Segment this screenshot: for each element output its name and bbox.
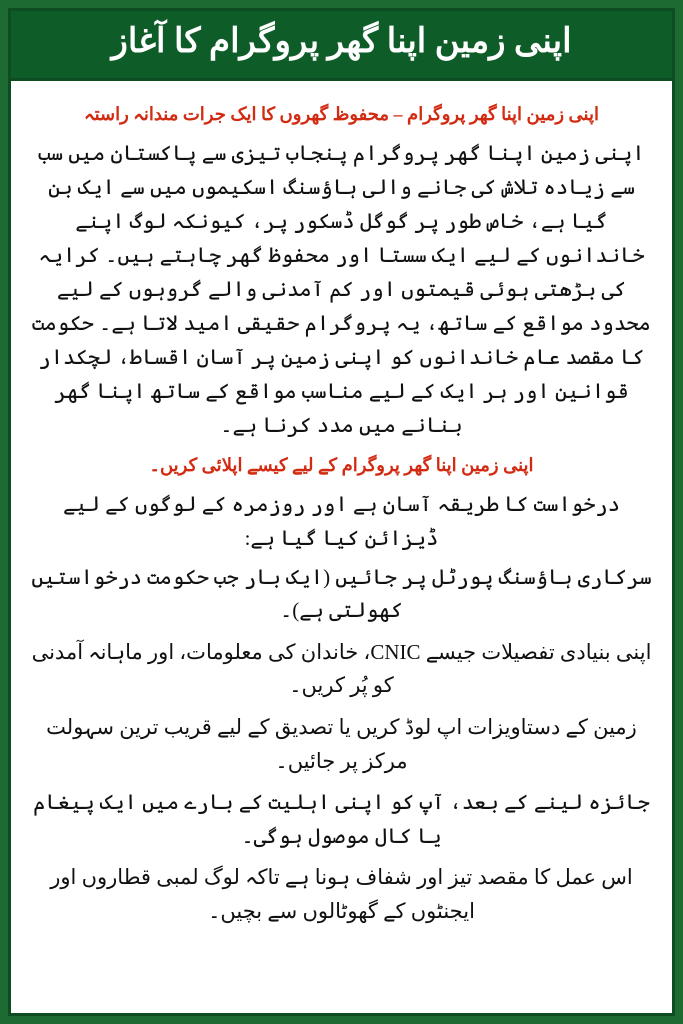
poster-inner-frame xyxy=(8,8,675,1016)
list-item: سرکاری ہاؤسنگ پورٹل پر جائیں (ایک بار جب حکومت درخواستیں کھولتی ہے)۔ xyxy=(31,564,652,623)
list-item: جائزہ لینے کے بعد، آپ کو اپنی اہلیت کے بارے میں ایک پیغام یا کال موصول ہوگی۔ xyxy=(33,790,650,848)
list-item: اپنی بنیادی تفصیلات جیسے CNIC، خاندان کی معلومات، اور ماہانہ آمدنی کو پُر کریں۔ xyxy=(31,639,652,698)
article-body xyxy=(11,81,672,1014)
how-to-apply-subheading: اپنی زمین اپنا گھر پروگرام کے لیے کیسے اپلائی کریں۔ xyxy=(149,454,534,475)
intro-paragraph: اپنی زمین اپنا گھر پروگرام پنجاب تیزی سے پاکستان میں سب سے زیادہ تلاش کی جانے والی ہاؤسنگ اسکیموں میں سے ایک بن گیا ہے، خاص طور پر گوگل ڈسکور پر، کیونکہ لوگ اپنے خاندانوں کے لیے ایک سستا اور محفوظ گھر چاہتے ہیں۔ کرایہ کی بڑھتی ہوئی قیمتوں اور کم آمدنی والے گروہوں کے لیے محدود مواقع کے ساتھ، یہ پروگرام حقیقی امید لاتا ہے۔ حکومت کا مقصد عام خاندانوں کو اپنی زمین پر آسان اقساط، لچکدار قوانین اور ہر ایک کے لیے مناسب مواقع کے ساتھ اپنا گھر بنانے میں مدد کرنا ہے۔ xyxy=(32,140,651,437)
intro-subheading: اپنی زمین اپنا گھر پروگرام – محفوظ گھروں کا ایک جرات مندانہ راستہ xyxy=(84,103,599,124)
poster-header xyxy=(11,11,672,81)
list-item: اس عمل کا مقصد تیز اور شفاف ہونا ہے تاکہ لوگ لمبی قطاروں اور ایجنٹوں کے گھوٹالوں سے بچیں۔ xyxy=(50,865,633,924)
apply-steps-list xyxy=(29,561,654,929)
apply-intro-paragraph: درخواست کا طریقہ آسان ہے اور روزمرہ کے لوگوں کے لیے ڈیزائن کیا گیا ہے: xyxy=(63,491,620,550)
page-title: اپنی زمین اپنا گھر پروگرام کا آغاز xyxy=(111,23,572,60)
list-item: زمین کے دستاویزات اپ لوڈ کریں یا تصدیق کے لیے قریب ترین سہولت مرکز پر جائیں۔ xyxy=(46,715,637,773)
